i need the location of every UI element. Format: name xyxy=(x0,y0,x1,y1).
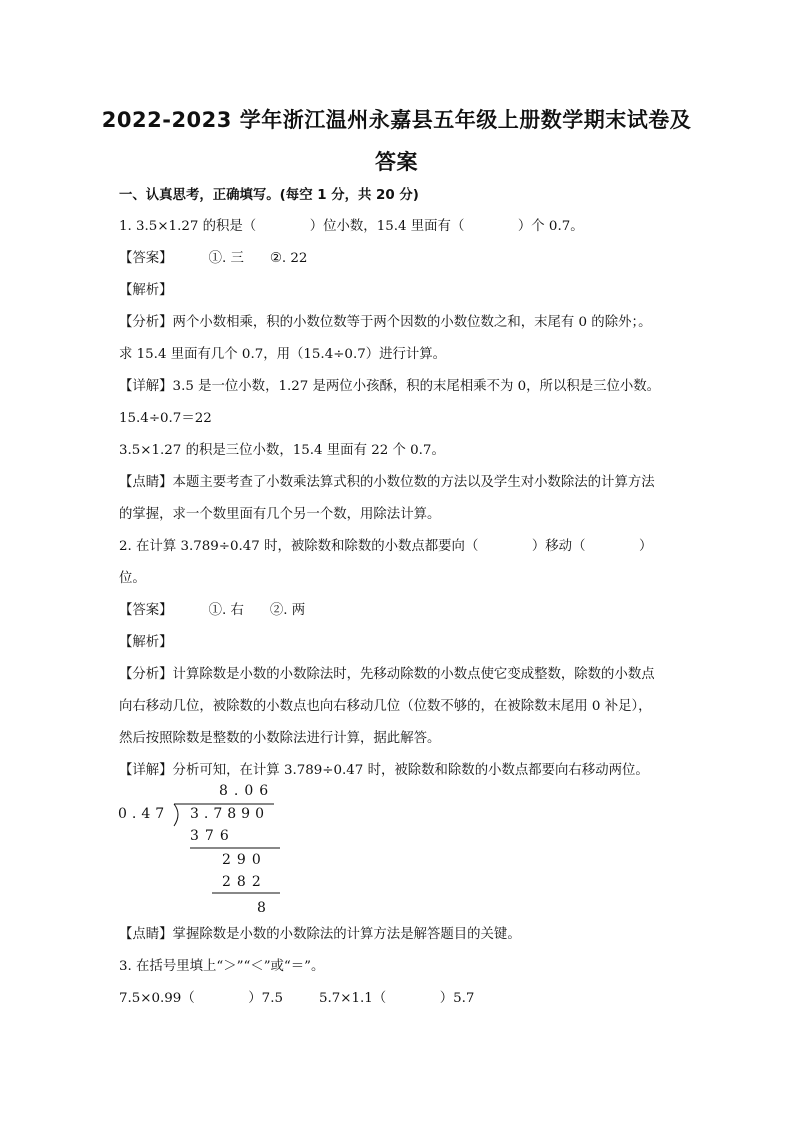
division-step-3: 282 xyxy=(222,874,267,890)
question-2-fenxi-3: 然后按照除数是整数的小数除法进行计算，据此解答。 xyxy=(119,731,441,746)
question-3-item-1: 7.5×0.99（ ）7.5 xyxy=(119,991,283,1006)
question-2-xiangjie: 【详解】分析可知，在计算 3.789÷0.47 时，被除数和除数的小数点都要向右移动两位。 xyxy=(119,763,649,778)
long-division-figure xyxy=(112,778,292,916)
question-1-dianjing: 【点睛】本题主要考查了小数乘法算式积的小数位数的方法以及学生对小数除法的计算方法 xyxy=(119,475,655,490)
division-dividend: 3.7890 xyxy=(190,806,269,822)
question-3-item-2: 5.7×1.1（ ）5.7 xyxy=(318,991,475,1006)
division-step-1: 376 xyxy=(190,828,235,844)
division-remainder: 8 xyxy=(257,900,266,916)
question-2-stem: 2. 在计算 3.789÷0.47 时，被除数和除数的小数点都要向（ ）移动（ ） xyxy=(119,539,653,554)
question-2-analysis-label: 【解析】 xyxy=(119,635,173,650)
question-2-dianjing: 【点睛】掌握除数是小数的小数除法的计算方法是解答题目的关键。 xyxy=(119,927,521,942)
answer-item-2: ②. 两 xyxy=(269,603,306,618)
division-step-2: 290 xyxy=(222,852,267,868)
division-divisor: 0.47 xyxy=(118,806,170,822)
answer-item-1: ①. 三 xyxy=(208,251,244,266)
question-2-stem-2: 位。 xyxy=(119,571,146,586)
document-title-line-2: 答案 xyxy=(375,150,418,174)
question-3-items xyxy=(119,990,474,1008)
answer-label: 【答案】 xyxy=(119,603,173,618)
question-1-xiangjie-2: 15.4÷0.7＝22 xyxy=(119,411,212,426)
question-1-fenxi-2: 求 15.4 里面有几个 0.7，用（15.4÷0.7）进行计算。 xyxy=(119,347,447,362)
question-2-fenxi: 【分析】计算除数是小数的小数除法时，先移动除数的小数点使它变成整数，除数的小数点 xyxy=(119,667,655,682)
answer-label: 【答案】 xyxy=(119,251,173,266)
document-title-line-1: 2022-2023 学年浙江温州永嘉县五年级上册数学期末试卷及 xyxy=(101,108,692,132)
question-3-stem: 3. 在括号里填上“＞”“＜”或“＝”。 xyxy=(119,959,325,974)
question-1-dianjing-2: 的掌握，求一个数里面有几个另一个数，用除法计算。 xyxy=(119,507,441,522)
question-1-xiangjie: 【详解】3.5 是一位小数，1.27 是两位小孩酥，积的末尾相乘不为 0，所以积是三位小数。 xyxy=(119,379,661,394)
question-1-fenxi: 【分析】两个小数相乘，积的小数位数等于两个因数的小数位数之和，末尾有 0 的除外；。 xyxy=(119,315,652,330)
answer-item-1: ①. 右 xyxy=(208,603,244,618)
question-1-xiangjie-3: 3.5×1.27 的积是三位小数，15.4 里面有 22 个 0.7。 xyxy=(119,443,445,458)
question-1-analysis-label: 【解析】 xyxy=(119,283,173,298)
section-heading: 一、认真思考，正确填写。(每空 1 分，共 20 分) xyxy=(119,188,419,203)
question-1-stem: 1. 3.5×1.27 的积是（ ）位小数，15.4 里面有（ ）个 0.7。 xyxy=(119,219,584,234)
question-2-fenxi-2: 向右移动几位，被除数的小数点也向右移动几位（位数不够的，在被除数末尾用 0 补足）， xyxy=(119,699,652,714)
question-2-answer xyxy=(119,602,305,620)
question-1-answer xyxy=(119,250,307,268)
division-bracket xyxy=(174,804,178,826)
answer-item-2: ②. 22 xyxy=(269,251,308,266)
division-quotient: 8.06 xyxy=(219,783,275,799)
